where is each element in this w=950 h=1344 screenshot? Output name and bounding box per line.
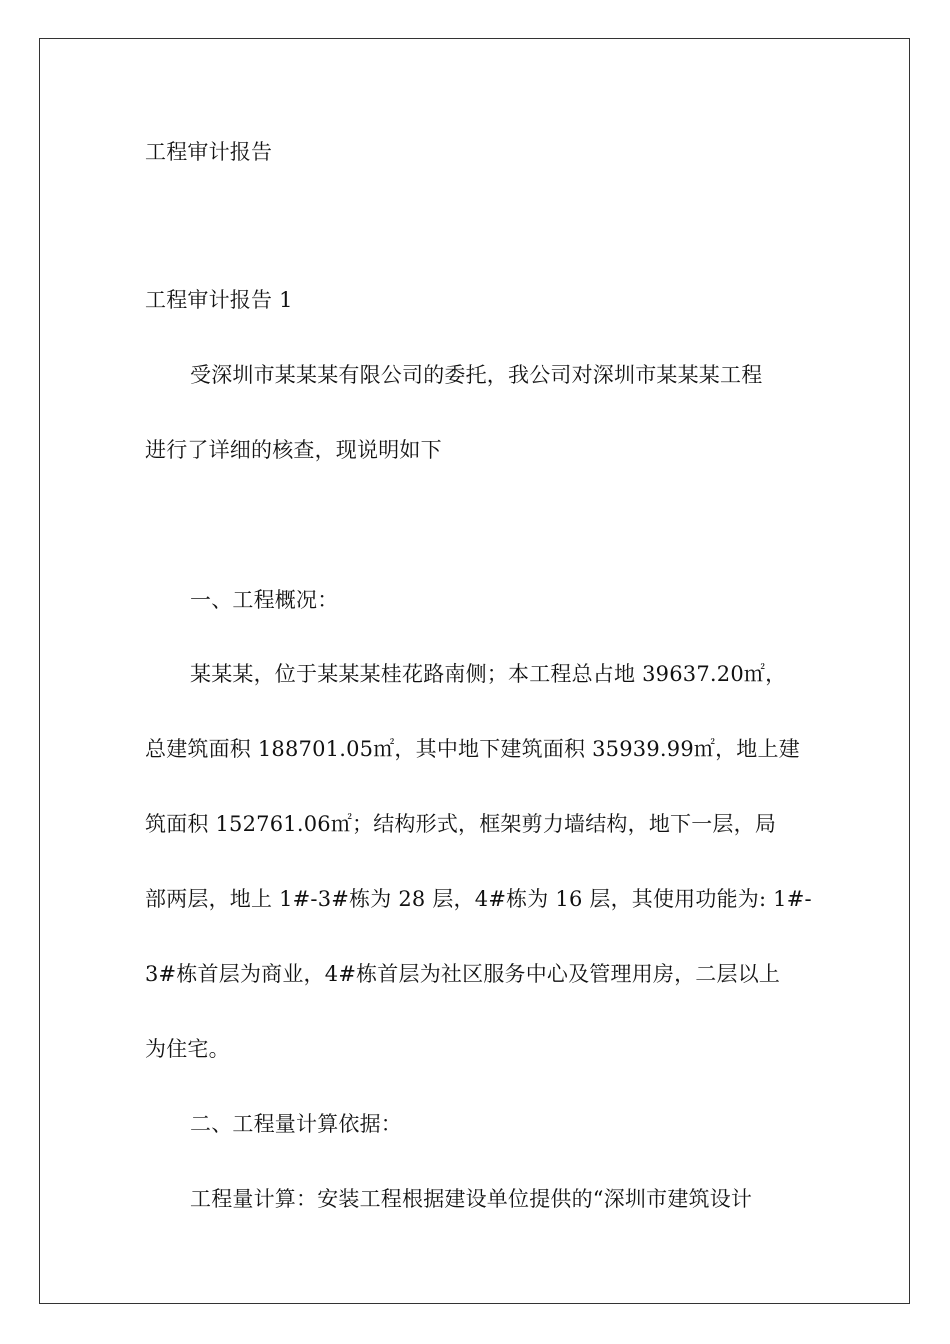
section-heading: 二、工程量计算依据： (190, 1112, 402, 1136)
paragraph-line: 为住宅。 (145, 1037, 230, 1061)
paragraph-line: 筑面积 152761.06㎡；结构形式，框架剪力墙结构，地下一层，局 (145, 812, 777, 836)
paragraph-line: 工程量计算：安装工程根据建设单位提供的“深圳市建筑设计 (190, 1187, 753, 1211)
document-title: 工程审计报告 (145, 140, 273, 164)
paragraph-line: 受深圳市某某某有限公司的委托，我公司对深圳市某某某工程 (190, 363, 763, 387)
paragraph-line: 某某某，位于某某某桂花路南侧；本工程总占地 39637.20㎡， (190, 662, 787, 686)
document-subtitle: 工程审计报告 1 (145, 288, 293, 312)
paragraph-line: 部两层，地上 1#-3#栋为 28 层，4#栋为 16 层，其使用功能为: 1#- (145, 887, 812, 911)
paragraph-line: 总建筑面积 188701.05㎡，其中地下建筑面积 35939.99㎡，地上建 (145, 737, 800, 761)
paragraph-line: 进行了详细的核查，现说明如下 (145, 438, 442, 462)
section-heading: 一、工程概况： (190, 588, 339, 612)
paragraph-line: 3#栋首层为商业，4#栋首层为社区服务中心及管理用房，二层以上 (145, 962, 781, 986)
